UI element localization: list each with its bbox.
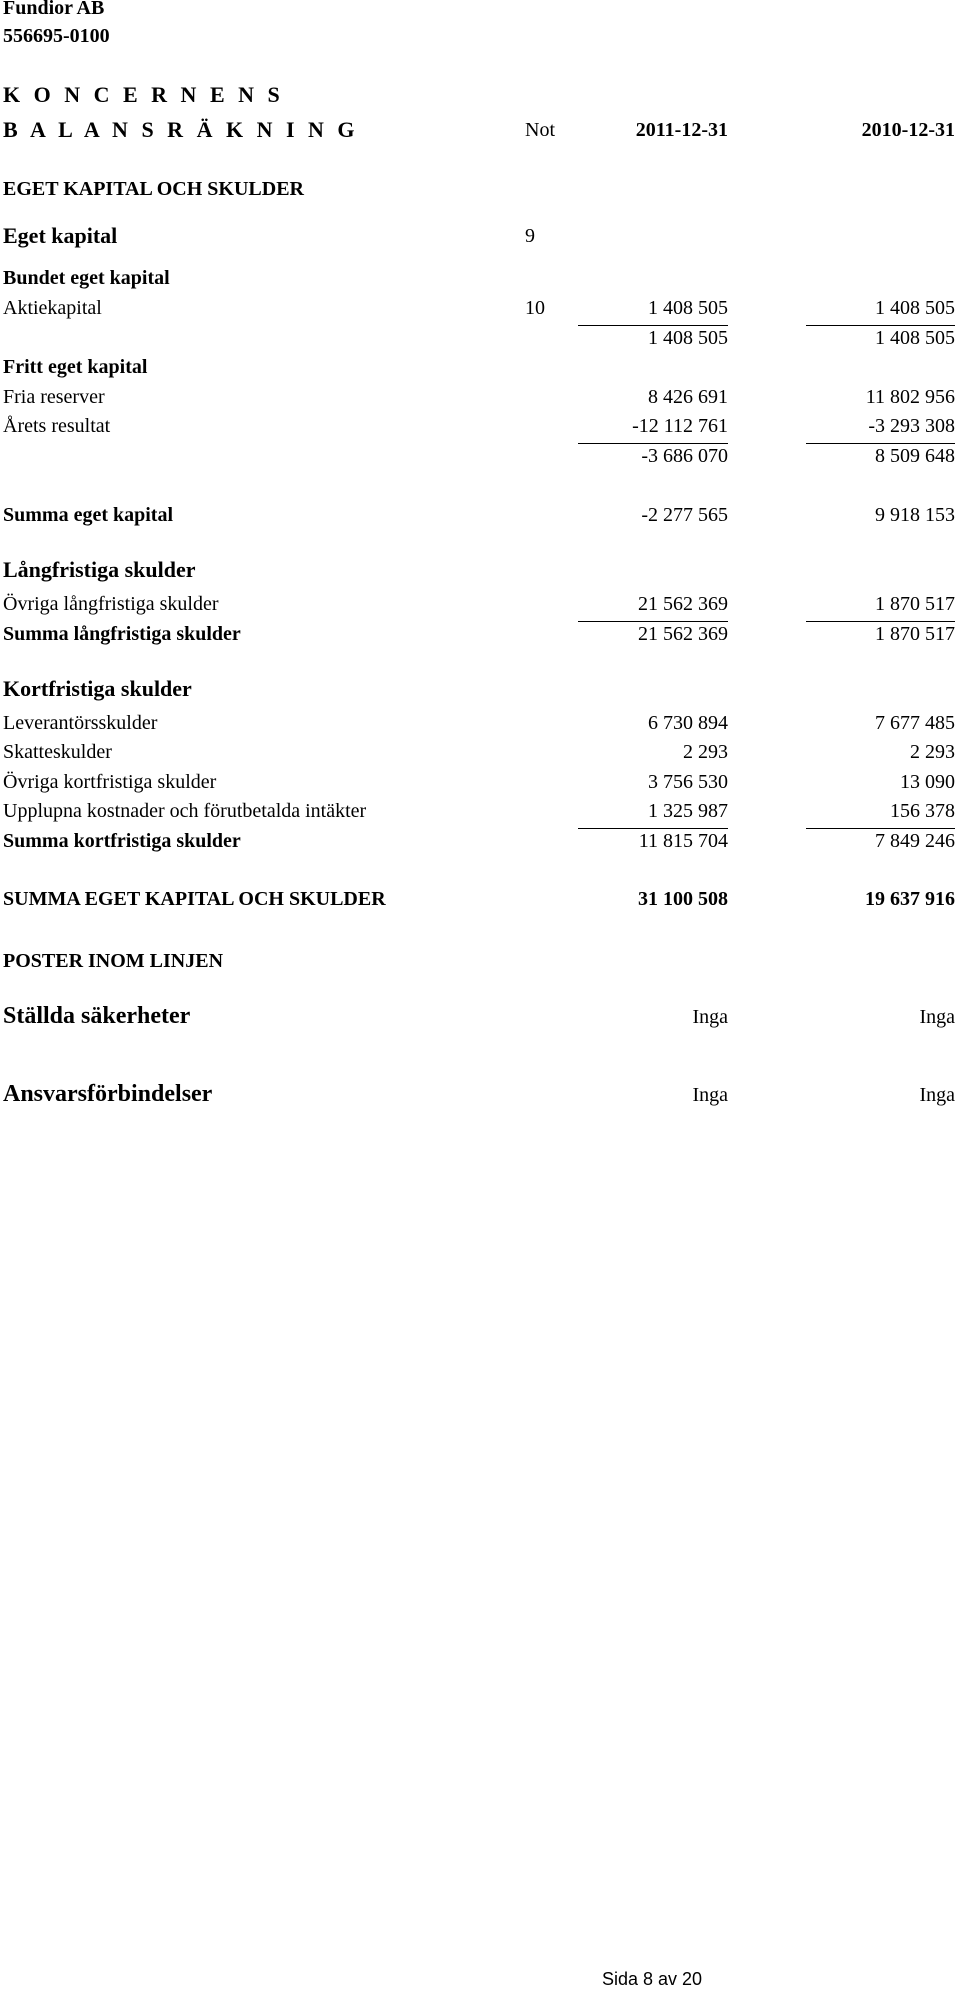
- kortfristiga-heading: Kortfristiga skulder: [3, 676, 192, 701]
- skatteskulder-label: Skatteskulder: [3, 741, 112, 763]
- summa-kortfristiga-2011: 11 815 704: [638, 830, 728, 852]
- fritt-subtotal-2010: 8 509 648: [875, 445, 955, 467]
- poster-heading: POSTER INOM LINJEN: [3, 950, 224, 972]
- section-title: EGET KAPITAL OCH SKULDER: [3, 178, 304, 200]
- aktiekapital-2010: 1 408 505: [875, 297, 955, 319]
- summa-eget-kapital-2011: -2 277 565: [641, 504, 728, 526]
- fritt-heading: Fritt eget kapital: [3, 356, 148, 378]
- underline: [578, 621, 728, 622]
- leverantor-2011: 6 730 894: [648, 712, 728, 734]
- bundet-subtotal-2011: 1 408 505: [648, 327, 728, 349]
- eget-kapital-heading: Eget kapital: [3, 223, 118, 248]
- summa-total-2010: 19 637 916: [865, 888, 955, 910]
- column-header-2011: 2011-12-31: [635, 119, 728, 141]
- ovriga-kortfristiga-2010: 13 090: [900, 771, 955, 793]
- underline: [578, 828, 728, 829]
- company-name: Fundior AB: [3, 0, 105, 19]
- summa-eget-kapital-2010: 9 918 153: [875, 504, 955, 526]
- summa-langfristiga-label: Summa långfristiga skulder: [3, 623, 241, 645]
- org-number: 556695-0100: [3, 25, 110, 47]
- fritt-subtotal-2011: -3 686 070: [641, 445, 728, 467]
- bundet-subtotal-2010: 1 408 505: [875, 327, 955, 349]
- ovriga-langfristiga-2010: 1 870 517: [875, 593, 955, 615]
- summa-kortfristiga-label: Summa kortfristiga skulder: [3, 830, 241, 852]
- title-line-1: K O N C E R N E N S: [3, 82, 284, 107]
- summa-total-2011: 31 100 508: [638, 888, 728, 910]
- summa-eget-kapital-label: Summa eget kapital: [3, 504, 173, 526]
- ansvar-2010: Inga: [919, 1084, 955, 1106]
- stallda-2010: Inga: [919, 1006, 955, 1028]
- underline: [578, 325, 728, 326]
- fria-reserver-2011: 8 426 691: [648, 386, 728, 408]
- summa-kortfristiga-2010: 7 849 246: [875, 830, 955, 852]
- fria-reserver-2010: 11 802 956: [865, 386, 955, 408]
- skatteskulder-2010: 2 293: [910, 741, 955, 763]
- aktiekapital-note: 10: [525, 297, 545, 319]
- stallda-2011: Inga: [692, 1006, 728, 1028]
- page-number: Sida 8 av 20: [602, 1969, 703, 1989]
- langfristiga-heading: Långfristiga skulder: [3, 557, 196, 582]
- upplupna-2010: 156 378: [890, 800, 955, 822]
- leverantor-label: Leverantörsskulder: [3, 712, 158, 734]
- underline: [806, 828, 955, 829]
- leverantor-2010: 7 677 485: [875, 712, 955, 734]
- ovriga-langfristiga-2011: 21 562 369: [638, 593, 728, 615]
- column-header-not: Not: [525, 119, 555, 141]
- ansvar-2011: Inga: [692, 1084, 728, 1106]
- column-header-2010: 2010-12-31: [861, 119, 955, 141]
- underline: [578, 443, 728, 444]
- ovriga-kortfristiga-2011: 3 756 530: [648, 771, 728, 793]
- title-line-2: B A L A N S R Ä K N I N G: [3, 117, 359, 142]
- underline: [806, 325, 955, 326]
- summa-total-label: SUMMA EGET KAPITAL OCH SKULDER: [3, 888, 386, 910]
- underline: [806, 443, 955, 444]
- skatteskulder-2011: 2 293: [683, 741, 728, 763]
- aktiekapital-label: Aktiekapital: [3, 297, 102, 319]
- upplupna-label: Upplupna kostnader och förutbetalda intäkter: [3, 800, 367, 822]
- eget-kapital-note: 9: [525, 225, 535, 247]
- bundet-heading: Bundet eget kapital: [3, 267, 170, 289]
- upplupna-2011: 1 325 987: [648, 800, 728, 822]
- fria-reserver-label: Fria reserver: [3, 386, 105, 408]
- ovriga-langfristiga-label: Övriga långfristiga skulder: [3, 593, 219, 615]
- ovriga-kortfristiga-label: Övriga kortfristiga skulder: [3, 771, 217, 793]
- ansvar-label: Ansvarsförbindelser: [3, 1081, 213, 1107]
- arets-resultat-2011: -12 112 761: [632, 415, 728, 437]
- aktiekapital-2011: 1 408 505: [648, 297, 728, 319]
- underline: [806, 621, 955, 622]
- arets-resultat-label: Årets resultat: [3, 415, 111, 437]
- summa-langfristiga-2011: 21 562 369: [638, 623, 728, 645]
- stallda-label: Ställda säkerheter: [3, 1003, 191, 1029]
- arets-resultat-2010: -3 293 308: [868, 415, 955, 437]
- summa-langfristiga-2010: 1 870 517: [875, 623, 955, 645]
